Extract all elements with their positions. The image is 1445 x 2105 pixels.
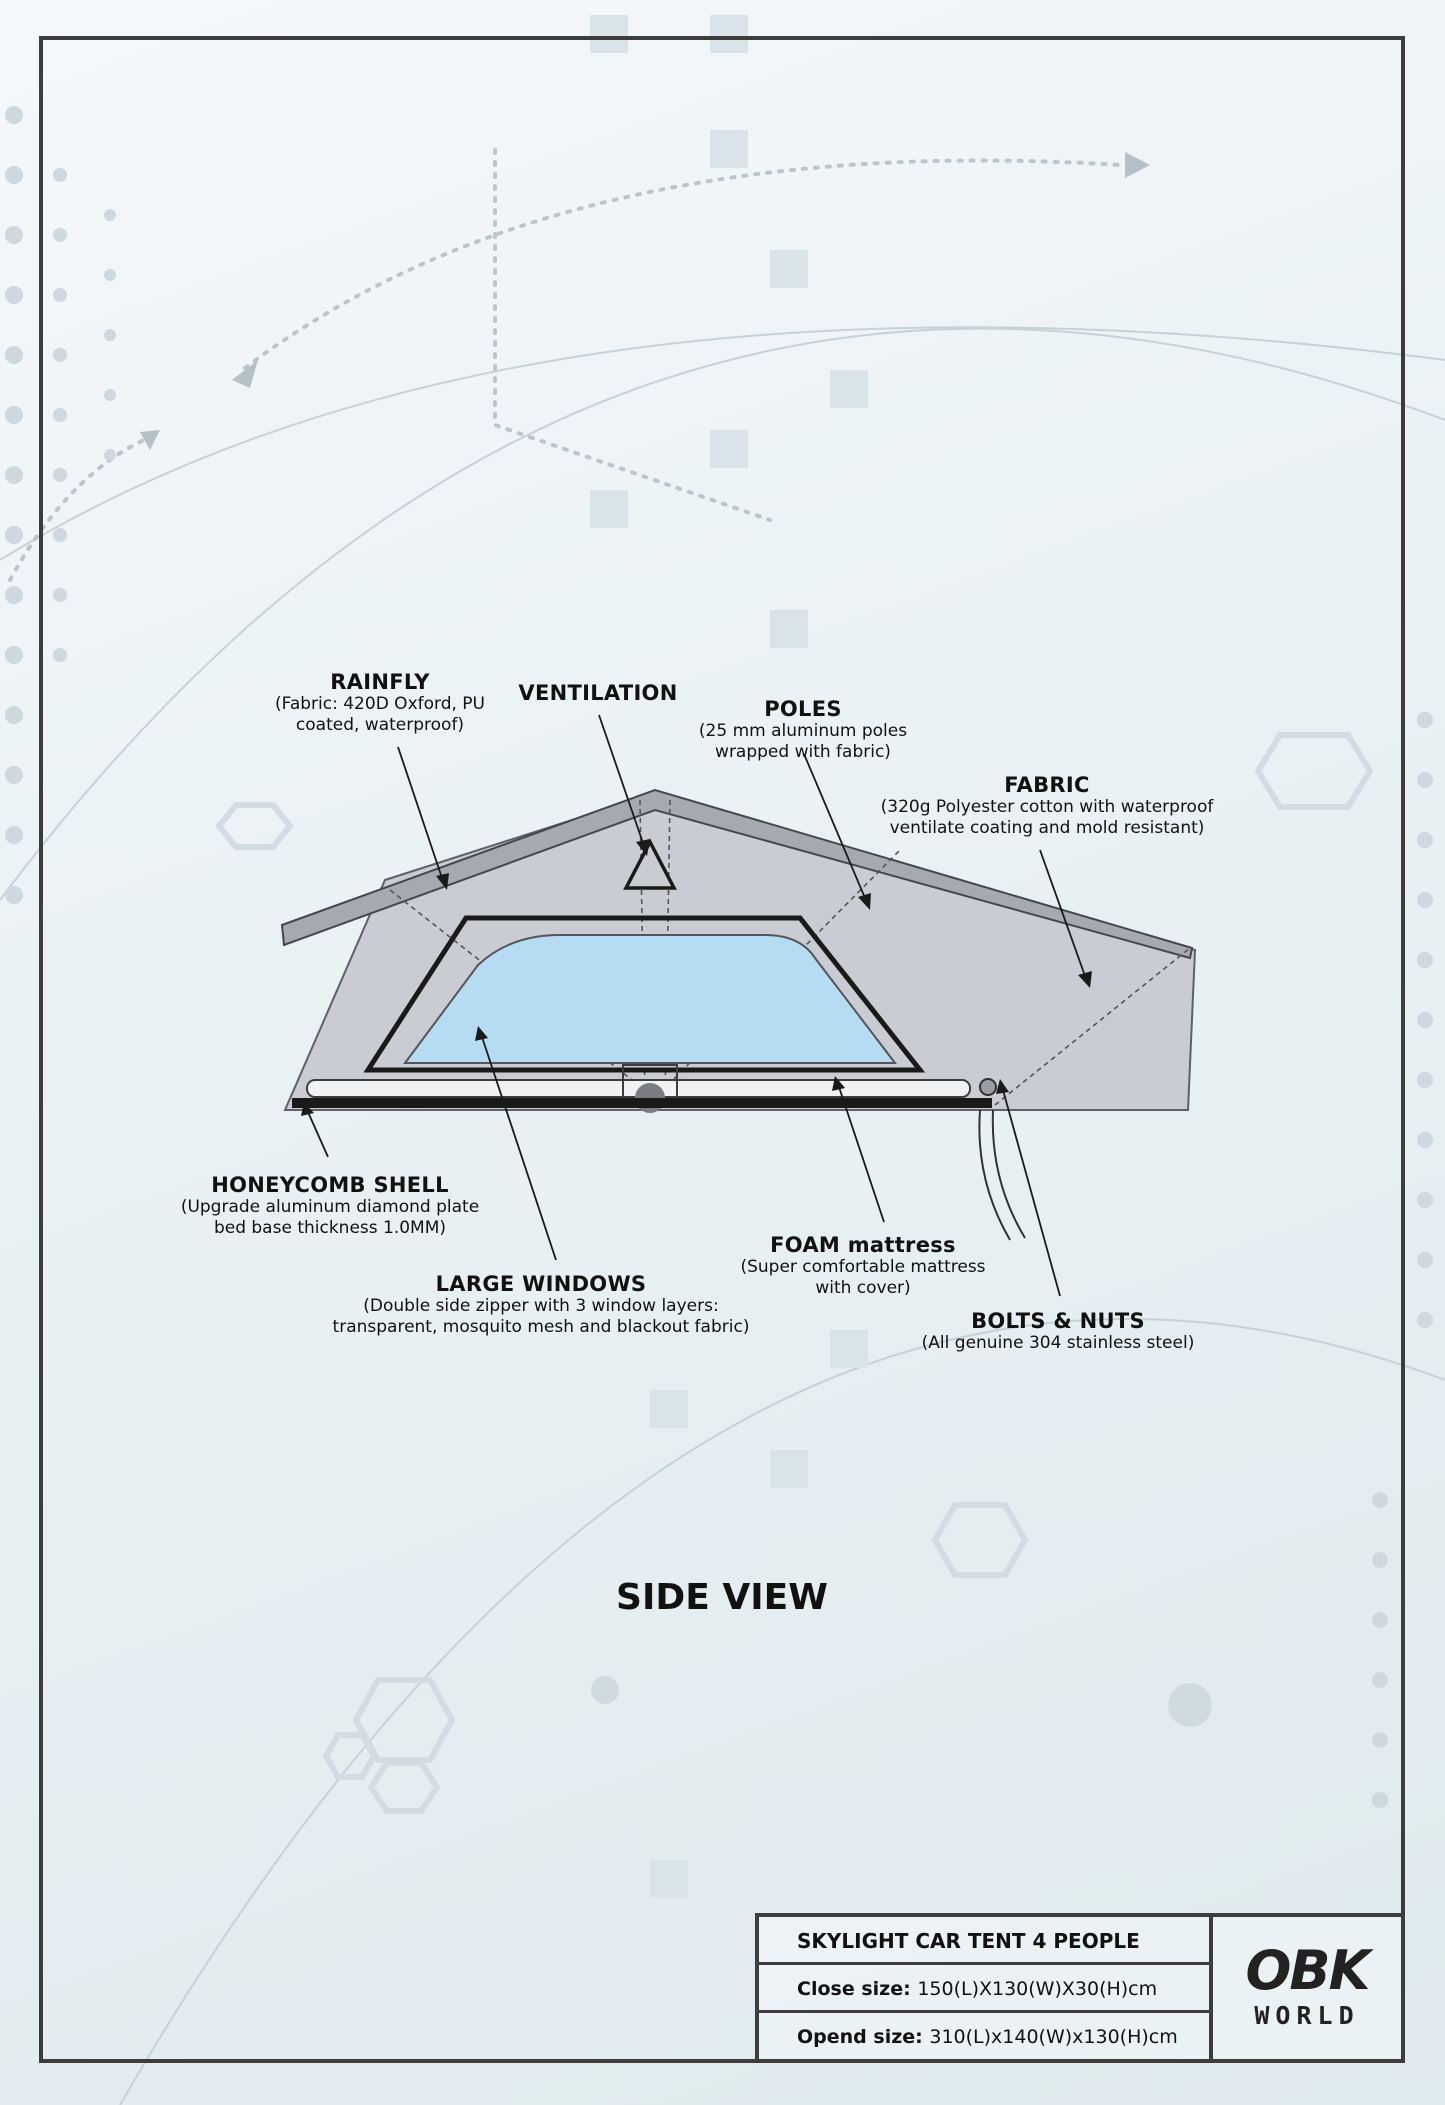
label-honeycomb-title: HONEYCOMB SHELL (211, 1173, 449, 1197)
label-fabric-line1: (320g Polyester cotton with waterproof (880, 797, 1214, 817)
spec-close-label: Close size: (797, 1978, 918, 2000)
spec-close-value: 150(L)X130(W)X30(H)cm (917, 1978, 1158, 2000)
label-poles-line2: wrapped with fabric) (715, 742, 891, 762)
label-honeycomb-line2: bed base thickness 1.0MM) (213, 1218, 447, 1238)
label-rainfly-title: RAINFLY (330, 670, 430, 694)
label-rainfly-line2: coated, waterproof) (295, 715, 465, 735)
label-windows-title: LARGE WINDOWS (435, 1272, 647, 1296)
label-poles-title: POLES (764, 697, 842, 721)
label-honeycomb-line1: (Upgrade aluminum diamond plate (180, 1197, 480, 1217)
label-fabric-title: FABRIC (1004, 773, 1090, 797)
spec-row-product (759, 1917, 1209, 1965)
brand-logo (1209, 1917, 1401, 2059)
label-ventilation-title: VENTILATION (518, 681, 678, 705)
spec-row-open-size (759, 2013, 1209, 2061)
spec-row-close-size (759, 1965, 1209, 2013)
label-rainfly (275, 670, 485, 736)
label-ventilation (518, 681, 677, 705)
label-rainfly-line1: (Fabric: 420D Oxford, PU (274, 694, 486, 714)
spec-product-name: SKYLIGHT CAR TENT 4 PEOPLE (797, 1929, 1140, 1953)
label-large-windows (333, 1272, 750, 1338)
brand-logo-main: OBK (1245, 1939, 1369, 2002)
label-poles (699, 697, 907, 763)
view-title: SIDE VIEW (616, 1577, 828, 1618)
label-poles-line1: (25 mm aluminum poles (698, 721, 908, 741)
label-windows-line1: (Double side zipper with 3 window layers: (363, 1296, 719, 1316)
honeycomb-shell-base (292, 1098, 992, 1108)
spec-open-label: Opend size: (797, 2026, 930, 2048)
label-foam-title: FOAM mattress (770, 1233, 956, 1257)
label-foam-line1: (Super comfortable mattress (740, 1257, 986, 1277)
label-fabric (881, 773, 1214, 839)
label-bolts-line1: (All genuine 304 stainless steel) (921, 1333, 1195, 1353)
spec-table (755, 1913, 1401, 2059)
label-foam-line2: with cover) (815, 1278, 911, 1298)
label-foam-mattress (740, 1233, 985, 1299)
spec-open-value: 310(L)x140(W)x130(H)cm (929, 2026, 1178, 2048)
label-fabric-line2: ventilate coating and mold resistant) (889, 818, 1205, 838)
brand-logo-sub: WORLD (1254, 2001, 1360, 2030)
label-windows-line2: transparent, mosquito mesh and blackout fabric) (332, 1317, 750, 1337)
label-bolts-nuts (922, 1309, 1195, 1354)
label-bolts-title: BOLTS & NUTS (971, 1309, 1145, 1333)
label-honeycomb-shell (181, 1173, 479, 1239)
